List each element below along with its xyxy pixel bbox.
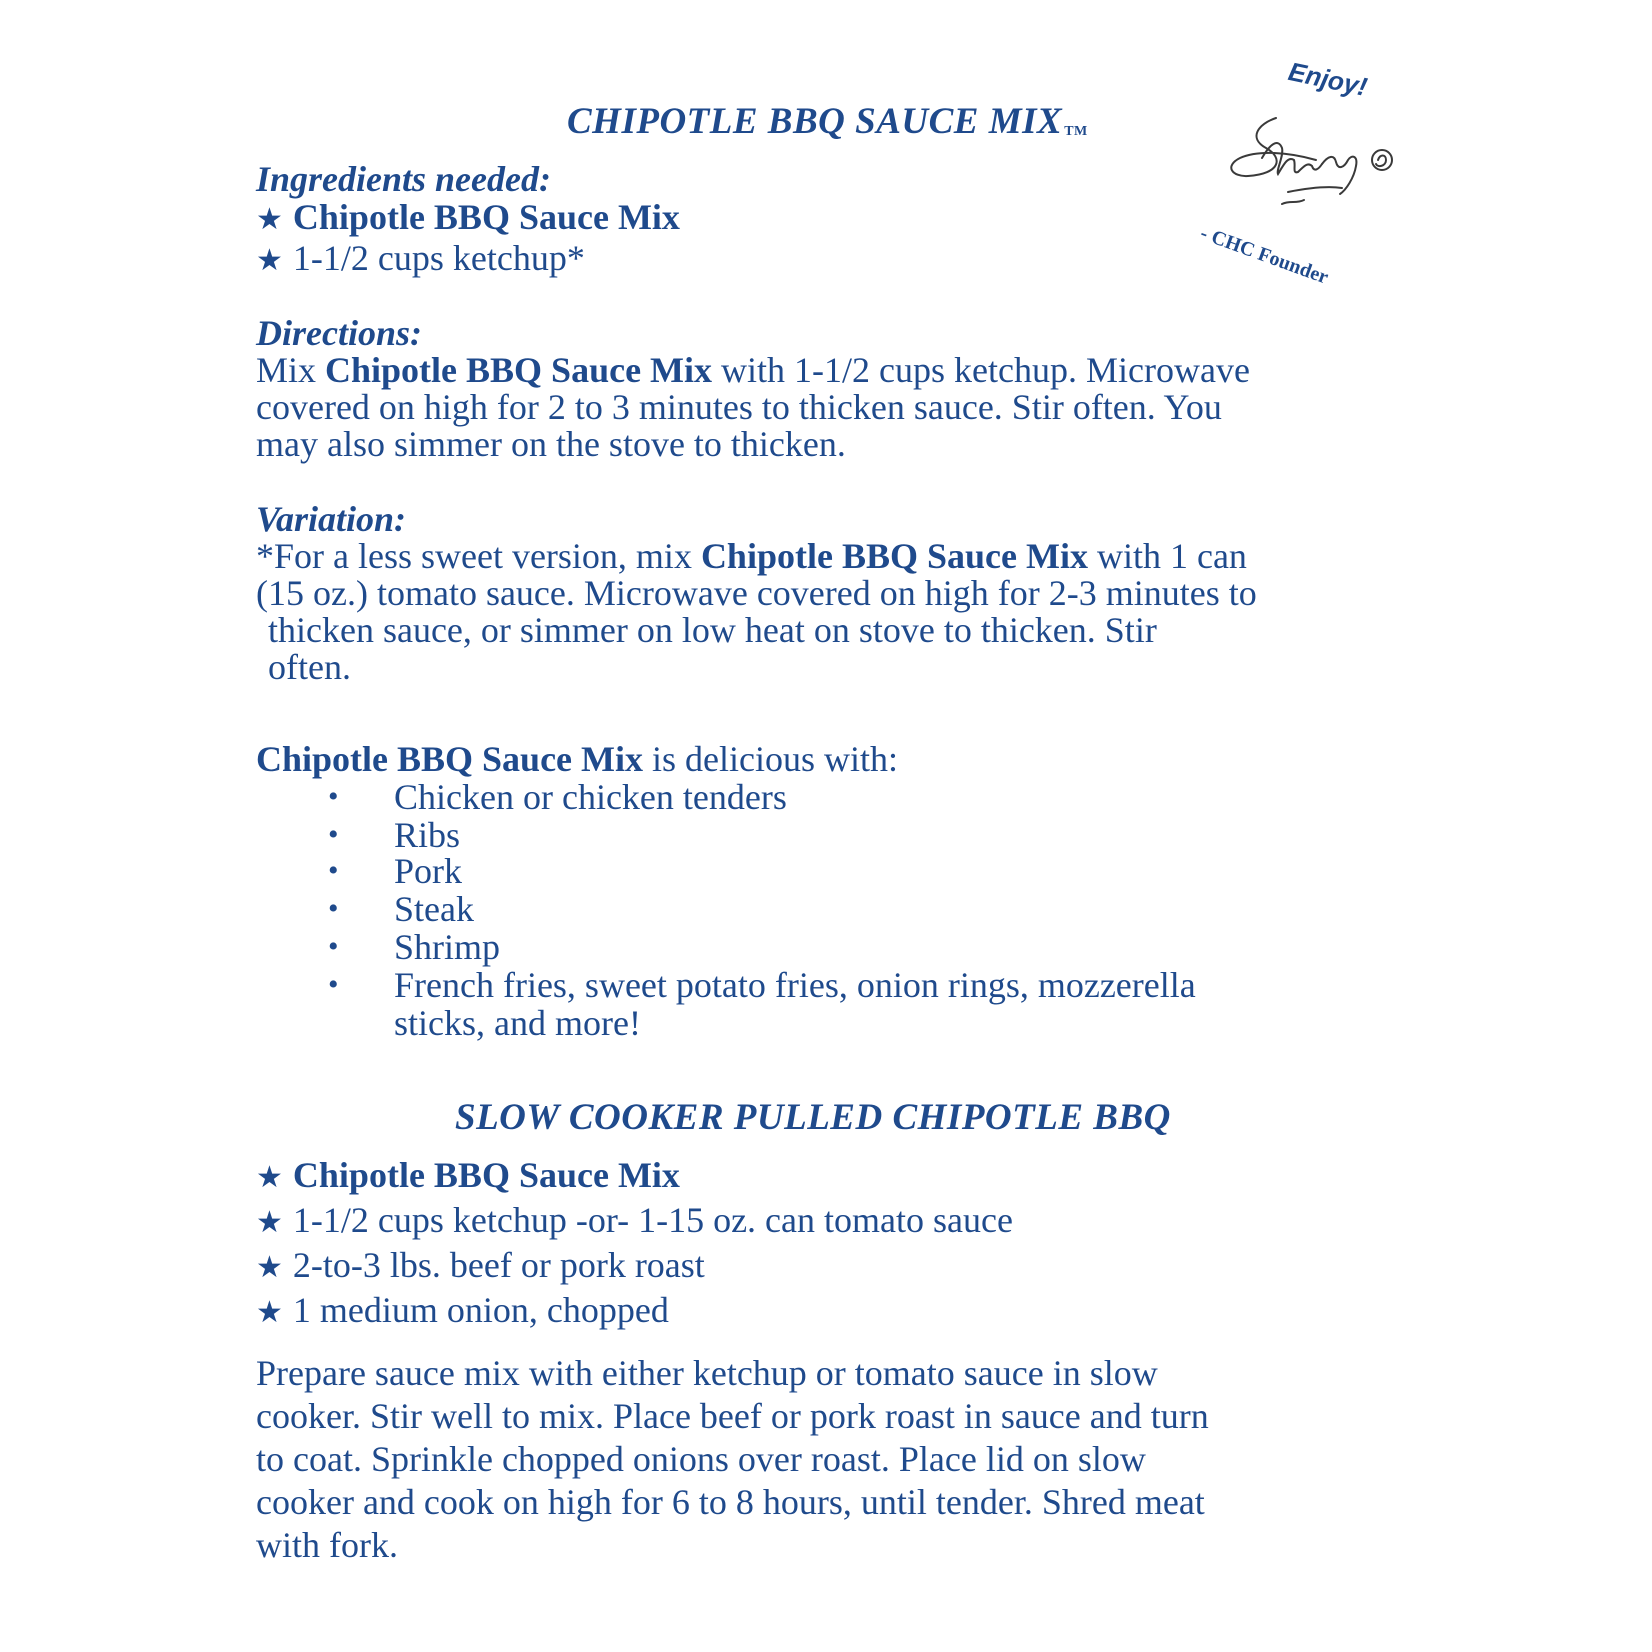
text-run: with 1-1/2 cups ketchup. Microwave bbox=[712, 350, 1250, 390]
text-run: with 1 can bbox=[1087, 536, 1247, 576]
instruction-line: to coat. Sprinkle chopped onions over roast. Place lid on slow bbox=[256, 1439, 1146, 1479]
bullet-icon: • bbox=[328, 854, 339, 887]
handwritten-signature bbox=[1218, 108, 1408, 220]
founder-text: - CHC Founder bbox=[1197, 222, 1332, 289]
text-run: *For a less sweet version, mix bbox=[256, 536, 701, 576]
bullet-icon: • bbox=[328, 968, 339, 1001]
directions-heading: Directions: bbox=[256, 313, 422, 353]
star-icon: ★ bbox=[256, 1206, 283, 1239]
product-name: Chipotle BBQ Sauce Mix bbox=[256, 739, 644, 779]
recipe-title bbox=[567, 100, 1088, 143]
ingredient-text: 2-to-3 lbs. beef or pork roast bbox=[292, 1245, 705, 1285]
enjoy-text: Enjoy! bbox=[1285, 56, 1370, 102]
directions-line: covered on high for 2 to 3 minutes to thicken sauce. Stir often. You bbox=[256, 387, 1222, 427]
list-item: Ribs bbox=[394, 815, 461, 855]
bullet-icon: • bbox=[328, 780, 339, 813]
slow-cooker-ingredients bbox=[256, 1154, 1013, 1334]
directions-line: may also simmer on the stove to thicken. bbox=[256, 424, 846, 464]
star-icon: ★ bbox=[256, 244, 283, 277]
variation-heading: Variation: bbox=[256, 499, 407, 539]
text-run: Mix bbox=[256, 350, 326, 390]
star-icon: ★ bbox=[256, 1251, 283, 1284]
list-item: French fries, sweet potato fries, onion rings, mozzerella bbox=[394, 965, 1196, 1005]
directions-line bbox=[256, 352, 1250, 389]
bullet-icon: • bbox=[328, 818, 339, 851]
ingredient-item bbox=[256, 1289, 1013, 1334]
variation-line: often. bbox=[268, 647, 351, 687]
recipe-title-text: CHIPOTLE BBQ SAUCE MIX bbox=[567, 101, 1063, 142]
slow-cooker-instructions bbox=[256, 1352, 1209, 1567]
variation-text bbox=[256, 538, 1257, 686]
list-item: Pork bbox=[394, 851, 463, 891]
directions-text bbox=[256, 352, 1250, 463]
ingredient-item bbox=[256, 239, 680, 280]
product-name: Chipotle BBQ Sauce Mix bbox=[700, 536, 1088, 576]
ingredient-item bbox=[256, 198, 680, 239]
list-item: Steak bbox=[394, 889, 474, 929]
ingredient-text: Chipotle BBQ Sauce Mix bbox=[292, 197, 680, 237]
ingredients-heading: Ingredients needed: bbox=[256, 159, 551, 199]
star-icon: ★ bbox=[256, 1161, 283, 1194]
list-item-continuation: sticks, and more! bbox=[394, 1003, 641, 1043]
instruction-line: cooker. Stir well to mix. Place beef or pork roast in sauce and turn bbox=[256, 1396, 1209, 1436]
ingredient-text: 1 medium onion, chopped bbox=[292, 1290, 669, 1330]
directions-section bbox=[256, 314, 1250, 463]
instruction-line: with fork. bbox=[256, 1525, 398, 1565]
variation-line: (15 oz.) tomato sauce. Microwave covered on high for 2-3 minutes to bbox=[256, 573, 1257, 613]
slow-cooker-title: SLOW COOKER PULLED CHIPOTLE BBQ bbox=[455, 1097, 1171, 1138]
text-run: is delicious with: bbox=[643, 739, 899, 779]
star-icon: ★ bbox=[256, 203, 283, 236]
variation-line: thicken sauce, or simmer on low heat on stove to thicken. Stir bbox=[268, 610, 1157, 650]
ingredient-item bbox=[256, 1199, 1013, 1244]
variation-section bbox=[256, 500, 1257, 686]
ingredients-section bbox=[256, 160, 680, 280]
variation-line bbox=[256, 538, 1257, 575]
ingredient-text: Chipotle BBQ Sauce Mix bbox=[292, 1155, 680, 1195]
delicious-intro bbox=[256, 740, 898, 778]
bullet-icon: • bbox=[328, 930, 339, 963]
trademark-mark: TM bbox=[1064, 124, 1088, 139]
ingredient-text: 1-1/2 cups ketchup -or- 1-15 oz. can tomato sauce bbox=[292, 1200, 1013, 1240]
list-item: Shrimp bbox=[394, 927, 501, 967]
bullet-icon: • bbox=[328, 892, 339, 925]
star-icon: ★ bbox=[256, 1296, 283, 1329]
list-item: Chicken or chicken tenders bbox=[394, 777, 787, 817]
instruction-line: cooker and cook on high for 6 to 8 hours, until tender. Shred meat bbox=[256, 1482, 1205, 1522]
product-name: Chipotle BBQ Sauce Mix bbox=[325, 350, 713, 390]
ingredient-text: 1-1/2 cups ketchup* bbox=[292, 238, 585, 278]
instruction-line: Prepare sauce mix with either ketchup or tomato sauce in slow bbox=[256, 1353, 1158, 1393]
ingredient-item bbox=[256, 1154, 1013, 1199]
ingredient-item bbox=[256, 1244, 1013, 1289]
